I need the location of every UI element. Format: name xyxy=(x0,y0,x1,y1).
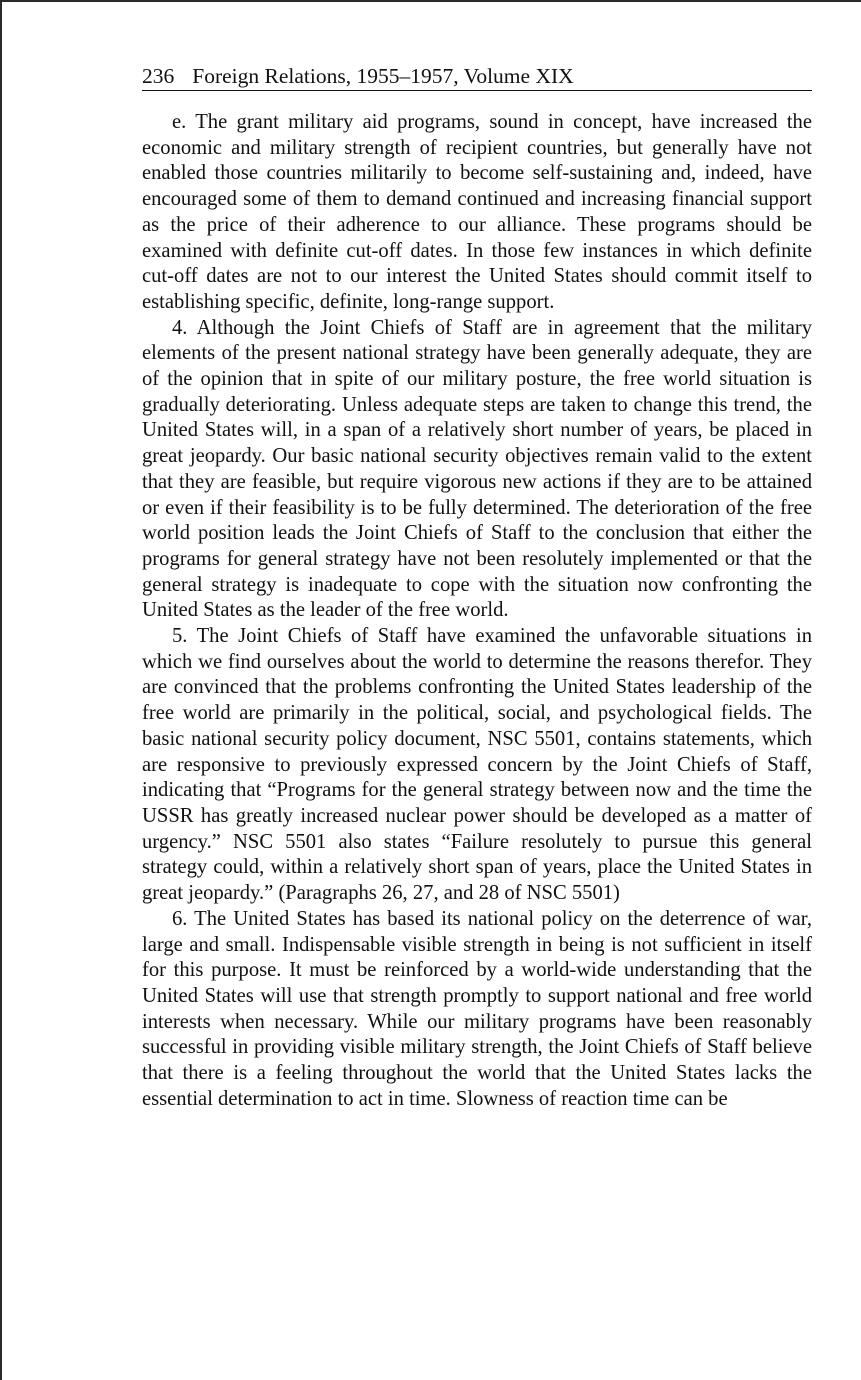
publication-title: Foreign Relations, 1955–1957, Volume XIX xyxy=(192,64,574,88)
paragraph-3e: e. The grant military aid programs, sound in concept, have increased the economic and military strength of recipient countries, but generally have not enabled those countries militarily to become self-sustaining and, indeed, have encouraged some of them to demand continued and increasing financial support as the price of their adherence to our alliance. These programs should be examined with definite cut-off dates. In those few instances in which definite cut-off dates are not to our interest the United States should commit itself to establishing specific, definite, long-range support. xyxy=(142,111,812,313)
paragraph-5: 5. The Joint Chiefs of Staff have examined the unfavorable situations in which we find ourselves about the world to determine the reasons therefor. They are convinced that the problems confronting the United States leadership of the free world are primarily in the political, social, and psychological fields. The basic national security policy document, NSC 5501, contains statements, which are responsive to previously expressed concern by the Joint Chiefs of Staff, indicating that “Programs for the general strategy between now and the time the USSR has greatly increased nuclear power should be developed as a matter of urgency.” NSC 5501 also states “Failure resolutely to pursue this general strategy could, within a relatively short span of years, place the United States in great jeopardy.” (Paragraphs 26, 27, and 28 of NSC 5501) xyxy=(142,625,812,905)
scan-border-top xyxy=(0,0,861,2)
page-number: 236 xyxy=(142,64,175,88)
paragraph-6: 6. The United States has based its national policy on the deterrence of war, large and small. Indispensable visible strength in being is not sufficient in itself for this purpose. It must be reinforced by a world-wide understanding that the United States will use that strength promptly to support national and free world interests when necessary. While our military programs have been reasonably successful in providing visible military strength, the Joint Chiefs of Staff believe that there is a feeling throughout the world that the United States lacks the essential determination to act in time. Slowness of reaction time can be xyxy=(142,907,812,1110)
paragraph-4: 4. Although the Joint Chiefs of Staff are in agreement that the military elements of the present national strategy have been generally adequate, they are of the opinion that in spite of our military posture, the free world situation is gradually deteriorating. Unless adequate steps are taken to change this trend, the United States will, in a span of a relatively short number of years, be placed in great jeopardy. Our basic national security objectives remain valid to the extent that they are feasible, but require vigorous new actions if they are to be attained or even if their feasibility is to be fully determined. The deterioration of the free world position leads the Joint Chiefs of Staff to the conclusion that either the programs for general strategy have not been resolutely implemented or that the general strategy is inadequate to cope with the situation now confronting the United States as the leader of the free world. xyxy=(142,316,812,622)
scan-border-left xyxy=(0,0,2,1380)
body-text xyxy=(142,110,812,1112)
document-page xyxy=(142,62,812,1112)
running-header xyxy=(142,62,812,91)
